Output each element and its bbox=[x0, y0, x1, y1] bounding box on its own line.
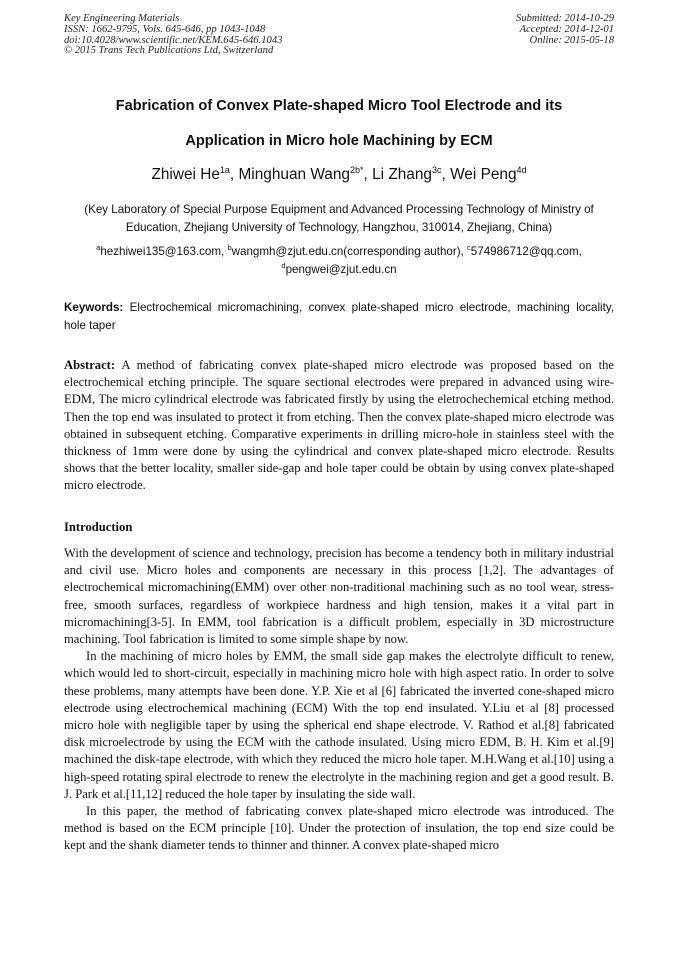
author-separator: , bbox=[363, 166, 373, 183]
accepted-date: Accepted: 2014-12-01 bbox=[519, 23, 614, 35]
author-affil-mark: 3c bbox=[431, 165, 442, 175]
author-name: Minghuan Wang bbox=[238, 166, 350, 183]
email-a: hezhiwei135@163.com, bbox=[100, 245, 228, 258]
email-b: wangmh@zjut.edu.cn(corresponding author), bbox=[231, 245, 468, 258]
email-mark: d bbox=[281, 261, 286, 270]
affiliation bbox=[60, 201, 618, 237]
journal-copyright: © 2015 Trans Tech Publications Ltd, Switzerland bbox=[64, 45, 274, 57]
abstract-text: A method of fabricating convex plate-shaped micro electrode was proposed based on the electrochemical etching principle. The square sectional electrodes were prepared in advanced using wire-EDM, The micro cylindrical electrode was fabricated firstly by using the eletrochechemical etching method. Then the top end was insulated to protect it from etching. Then the convex plate-shaped micro electrode was obtained in subsequent etching. Comparative experiments in drilling micro-hole in stainless steel with the thickness of 1mm were done by using the cylindrical and convex plate-shaped micro electrode. Results shows that the better locality, smaller side-gap and hole taper could be obtain by using convex plate-shaped micro electrode. bbox=[64, 358, 614, 493]
paragraph: In this paper, the method of fabricating convex plate-shaped micro electrode was introduced. The method is based on the ECM principle [10]. Under the protection of insulation, the top end size could be kept and the shank diameter tends to thinner and thinner. A convex plate-shaped micro bbox=[64, 804, 614, 853]
author-affil-mark: 2b* bbox=[350, 165, 364, 175]
email-d: pengwei@zjut.edu.cn bbox=[285, 263, 397, 276]
email-mark: c bbox=[467, 243, 471, 252]
paper-title bbox=[40, 89, 638, 159]
title-line-1: Fabrication of Convex Plate-shaped Micro Tool Electrode and its bbox=[115, 98, 563, 114]
author-list bbox=[40, 165, 638, 185]
journal-doi: doi:10.4028/www.scientific.net/KEM.645-646.1043 bbox=[64, 34, 283, 46]
author-affil-mark: 4d bbox=[516, 165, 527, 175]
email-mark: a bbox=[96, 243, 101, 252]
author-separator: , bbox=[229, 166, 239, 183]
paragraph: With the development of science and technology, precision has become a tendency both in military industrial and civil use. Micro holes and components are necessary in this process [1,2]. The advantages of electrochemical micromachining(EMM) over other non-traditional machining such as no tool wear, stress-free, smooth surfaces, regardless of workpiece hardness and high tension, makes it a vital part in micromachining[3-5]. In EMM, tool fabrication is a difficult problem, especially in 3D microstructure machining. Tool fabrication is limited to some simple shape by now. bbox=[64, 546, 614, 647]
email-c: 574986712@qq.com, bbox=[470, 245, 582, 258]
author-affil-mark: 1a bbox=[219, 165, 230, 175]
affiliation-line-1: (Key Laboratory of Special Purpose Equipment and Advanced Processing Technology of Ministry of bbox=[84, 203, 594, 216]
journal-info bbox=[64, 14, 282, 57]
abstract bbox=[64, 357, 614, 495]
journal-issn: ISSN: 1662-9795, Vols. 645-646, pp 1043-1048 bbox=[64, 23, 266, 35]
section-heading: Introduction bbox=[64, 520, 133, 534]
author-name: Wei Peng bbox=[450, 166, 517, 183]
author-name: Zhiwei He bbox=[151, 166, 220, 183]
abstract-label: Abstract: bbox=[64, 358, 116, 372]
emails-line-1 bbox=[40, 243, 638, 261]
email-mark: b bbox=[227, 243, 232, 252]
online-date: Online: 2015-05-18 bbox=[529, 34, 614, 46]
author-emails bbox=[40, 243, 638, 279]
submission-dates bbox=[516, 14, 614, 46]
introduction-body bbox=[64, 545, 614, 855]
keywords bbox=[64, 299, 614, 335]
submitted-date: Submitted: 2014-10-29 bbox=[516, 13, 614, 24]
paragraph: In the machining of micro holes by EMM, the small side gap makes the electrolyte difficult to renew, which would led to short-circuit, especially in machining micro hole with high aspect ratio. In order to solve these problems, many attempts have been done. Y.P. Xie et al [6] fabricated the inverted cone-shaped micro electrode using electrochemical machining (ECM) With the top end insulated. Y.Liu et al [8] processed micro hole with negligible taper by using the spherical end shape electrode. V. Rathod et al.[8] fabricated disk microelectrode by using the ECM with the cathode insulated. Using micro EDM, B. H. Kim et al.[9] machined the disk-tape electrode, with which they reduced the micro hole taper. M.H.Wang et al.[10] using a high-speed rotating spiral electrode to renew the electrolyte in the machining region and get a good result. B. J. Park et al.[11,12] reduced the hole taper by insulating the side wall. bbox=[64, 649, 614, 801]
title-line-2: Application in Micro hole Machining by ECM bbox=[185, 133, 493, 149]
journal-name: Key Engineering Materials bbox=[64, 13, 180, 24]
keywords-label: Keywords: bbox=[64, 301, 124, 314]
author-name: Li Zhang bbox=[372, 166, 432, 183]
affiliation-line-2: Education, Zhejiang University of Technology, Hangzhou, 310014, Zhejiang, China) bbox=[125, 221, 553, 234]
author-separator: , bbox=[441, 166, 451, 183]
keywords-text: Electrochemical micromachining, convex plate-shaped micro electrode, machining locality, hole taper bbox=[64, 301, 614, 332]
emails-line-2 bbox=[40, 261, 638, 279]
